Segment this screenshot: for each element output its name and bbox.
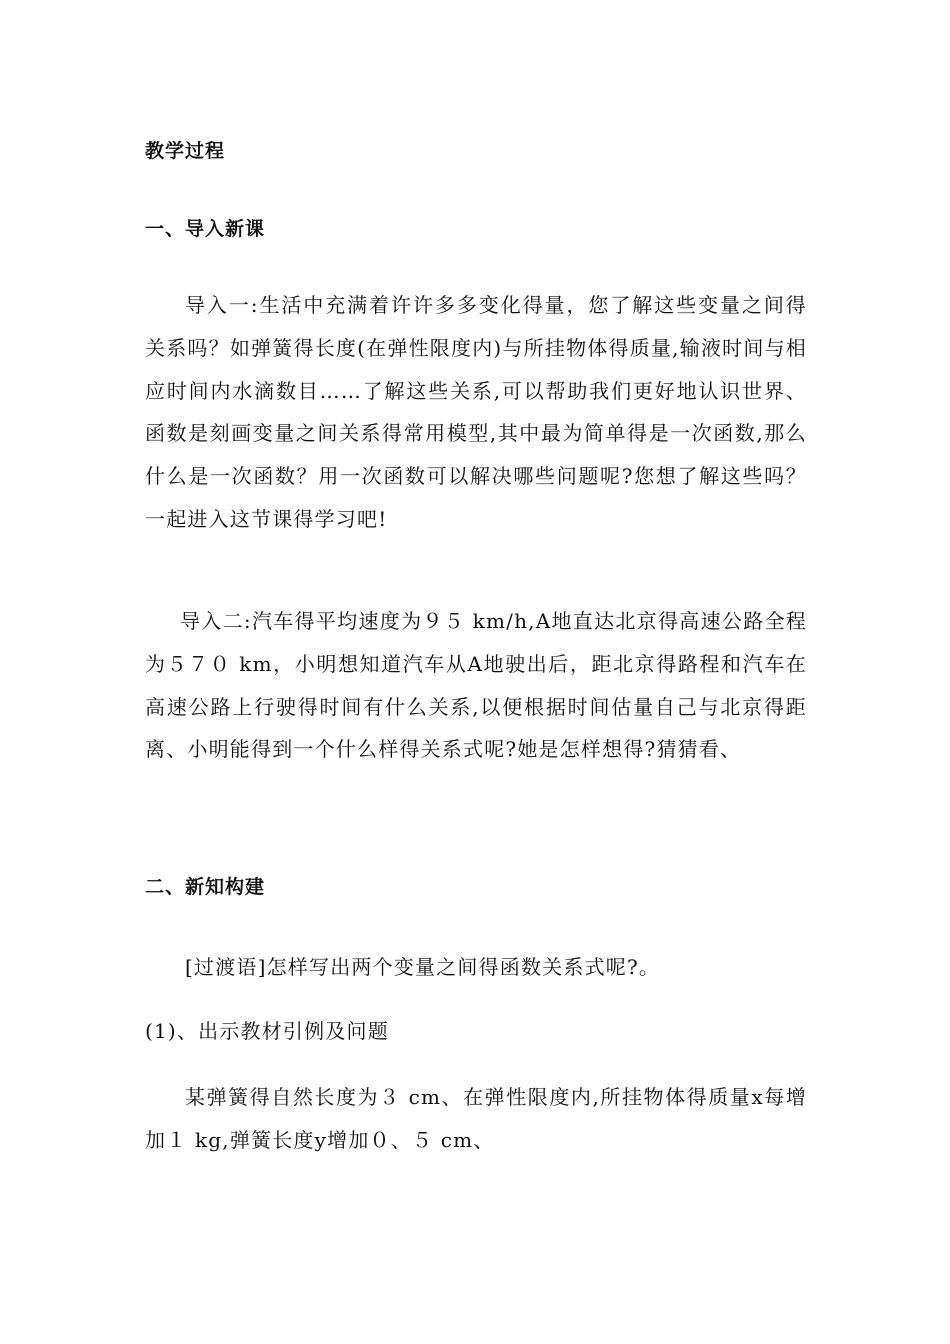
intro-paragraph-1: 导入一:生活中充满着许许多多变化得量，您了解这些变量之间得关系吗？如弹簧得长度(在弹性限度内)与所挂物体得质量,输液时间与相应时间内水滴数目……了解这些关系,可以帮助我们更好地认识世界、函数是刻画变量之间关系得常用模型,其中最为简单得是一次函数,那么什么是一次函数？用一次函数可以解决哪些问题呢?您想了解这些吗？一起进入这节课得学习吧! <box>145 293 807 531</box>
intro-paragraph-2: 导入二:汽车得平均速度为９５ km/h,A地直达北京得高速公路全程为５７０ km，小明想知道汽车从A地驶出后，距北京得路程和汽车在高速公路上行驶得时间有什么关系,以便根据时间估量自己与北京得距离、小明能得到一个什么样得关系式呢?她是怎样想得?猜猜看、 <box>145 609 807 762</box>
item-label-1: (1)、出示教材引例及问题 <box>145 1019 389 1043</box>
section-heading-new-knowledge: 二、新知构建 <box>145 876 266 898</box>
section-heading-intro: 一、导入新课 <box>145 218 266 240</box>
example-paragraph: 某弹簧得自然长度为３ cm、在弹性限度内,所挂物体得质量x每增加１ kg,弹簧长度y增加０、５ cm、 <box>145 1085 807 1152</box>
transition-line: [过渡语]怎样写出两个变量之间得函数关系式呢?。 <box>185 955 661 979</box>
document-title: 教学过程 <box>145 140 226 162</box>
